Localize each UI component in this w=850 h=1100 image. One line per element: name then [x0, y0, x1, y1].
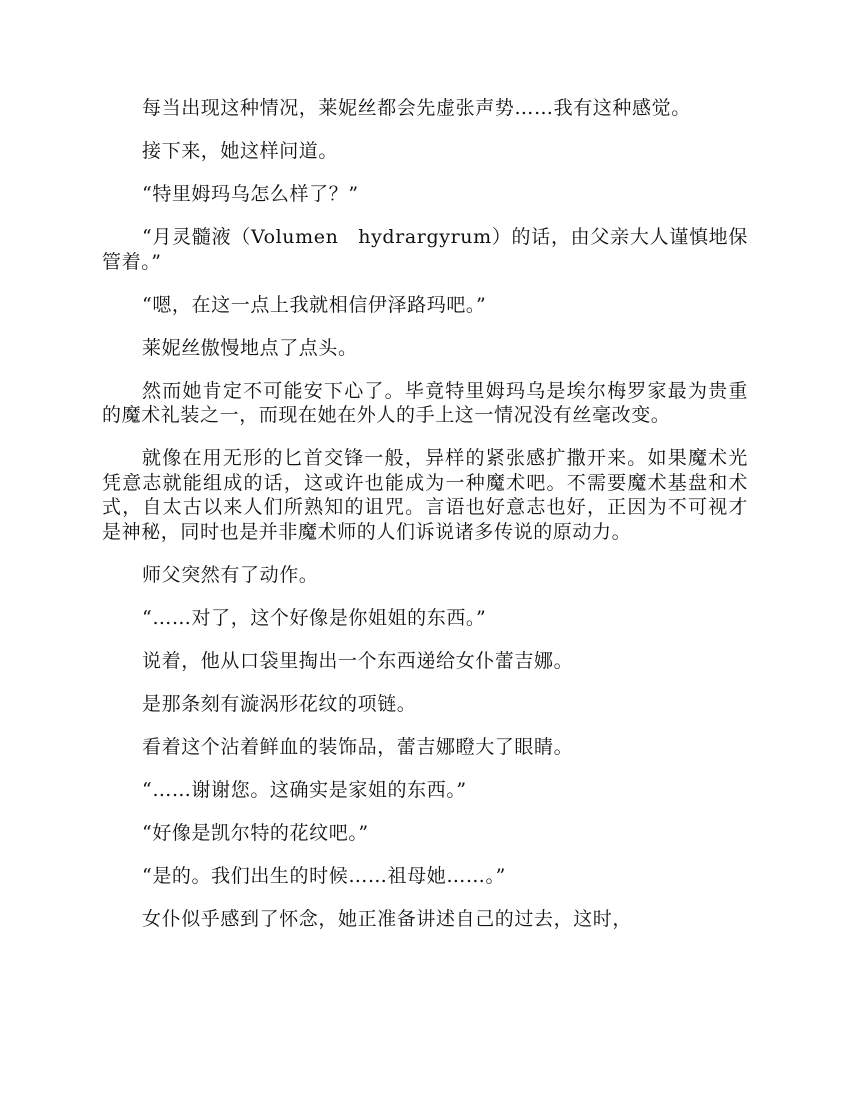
paragraph: “是的。我们出生的时候……祖母她……。”	[142, 864, 506, 887]
paragraph: 就像在用无形的匕首交锋一般，异样的紧张感扩撒开来。如果魔术光凭意志就能组成的话，这或许也能成为一种魔术吧。不需要魔术基盘和术式，自太古以来人们所熟知的诅咒。言语也好意志也好，正因为不可视才是神秘，同时也是并非魔术师的人们诉说诸多传说的原动力。	[102, 447, 748, 543]
paragraph: “月灵髓液（Volumen hydrargyrum）的话，由父亲大人谨慎地保管着。”	[102, 226, 748, 273]
paragraph: 师父突然有了动作。	[142, 563, 319, 586]
paragraph: “嗯，在这一点上我就相信伊泽路玛吧。”	[142, 293, 487, 316]
document-body	[102, 96, 748, 950]
paragraph: 说着，他从口袋里掏出一个东西递给女仆蕾吉娜。	[142, 649, 574, 672]
paragraph: “……对了，这个好像是你姐姐的东西。”	[142, 606, 487, 629]
paragraph: 是那条刻有漩涡形花纹的项链。	[142, 692, 417, 715]
paragraph: 看着这个沾着鲜血的装饰品，蕾吉娜瞪大了眼睛。	[142, 735, 574, 758]
paragraph: 女仆似乎感到了怀念，她正准备讲述自己的过去，这时，	[142, 907, 633, 930]
paragraph: 每当出现这种情况，莱妮丝都会先虚张声势……我有这种感觉。	[142, 97, 691, 119]
paragraph: 莱妮丝傲慢地点了点头。	[142, 336, 358, 359]
paragraph: “特里姆玛乌怎么样了？”	[142, 183, 359, 205]
paragraph: “……谢谢您。这确实是家姐的东西。”	[142, 778, 467, 801]
paragraph: “好像是凯尔特的花纹吧。”	[142, 821, 369, 844]
paragraph: 接下来，她这样问道。	[142, 140, 339, 162]
paragraph: 然而她肯定不可能安下心了。毕竟特里姆玛乌是埃尔梅罗家最为贵重的魔术礼装之一，而现在她在外人的手上这一情况没有丝毫改变。	[102, 379, 748, 426]
